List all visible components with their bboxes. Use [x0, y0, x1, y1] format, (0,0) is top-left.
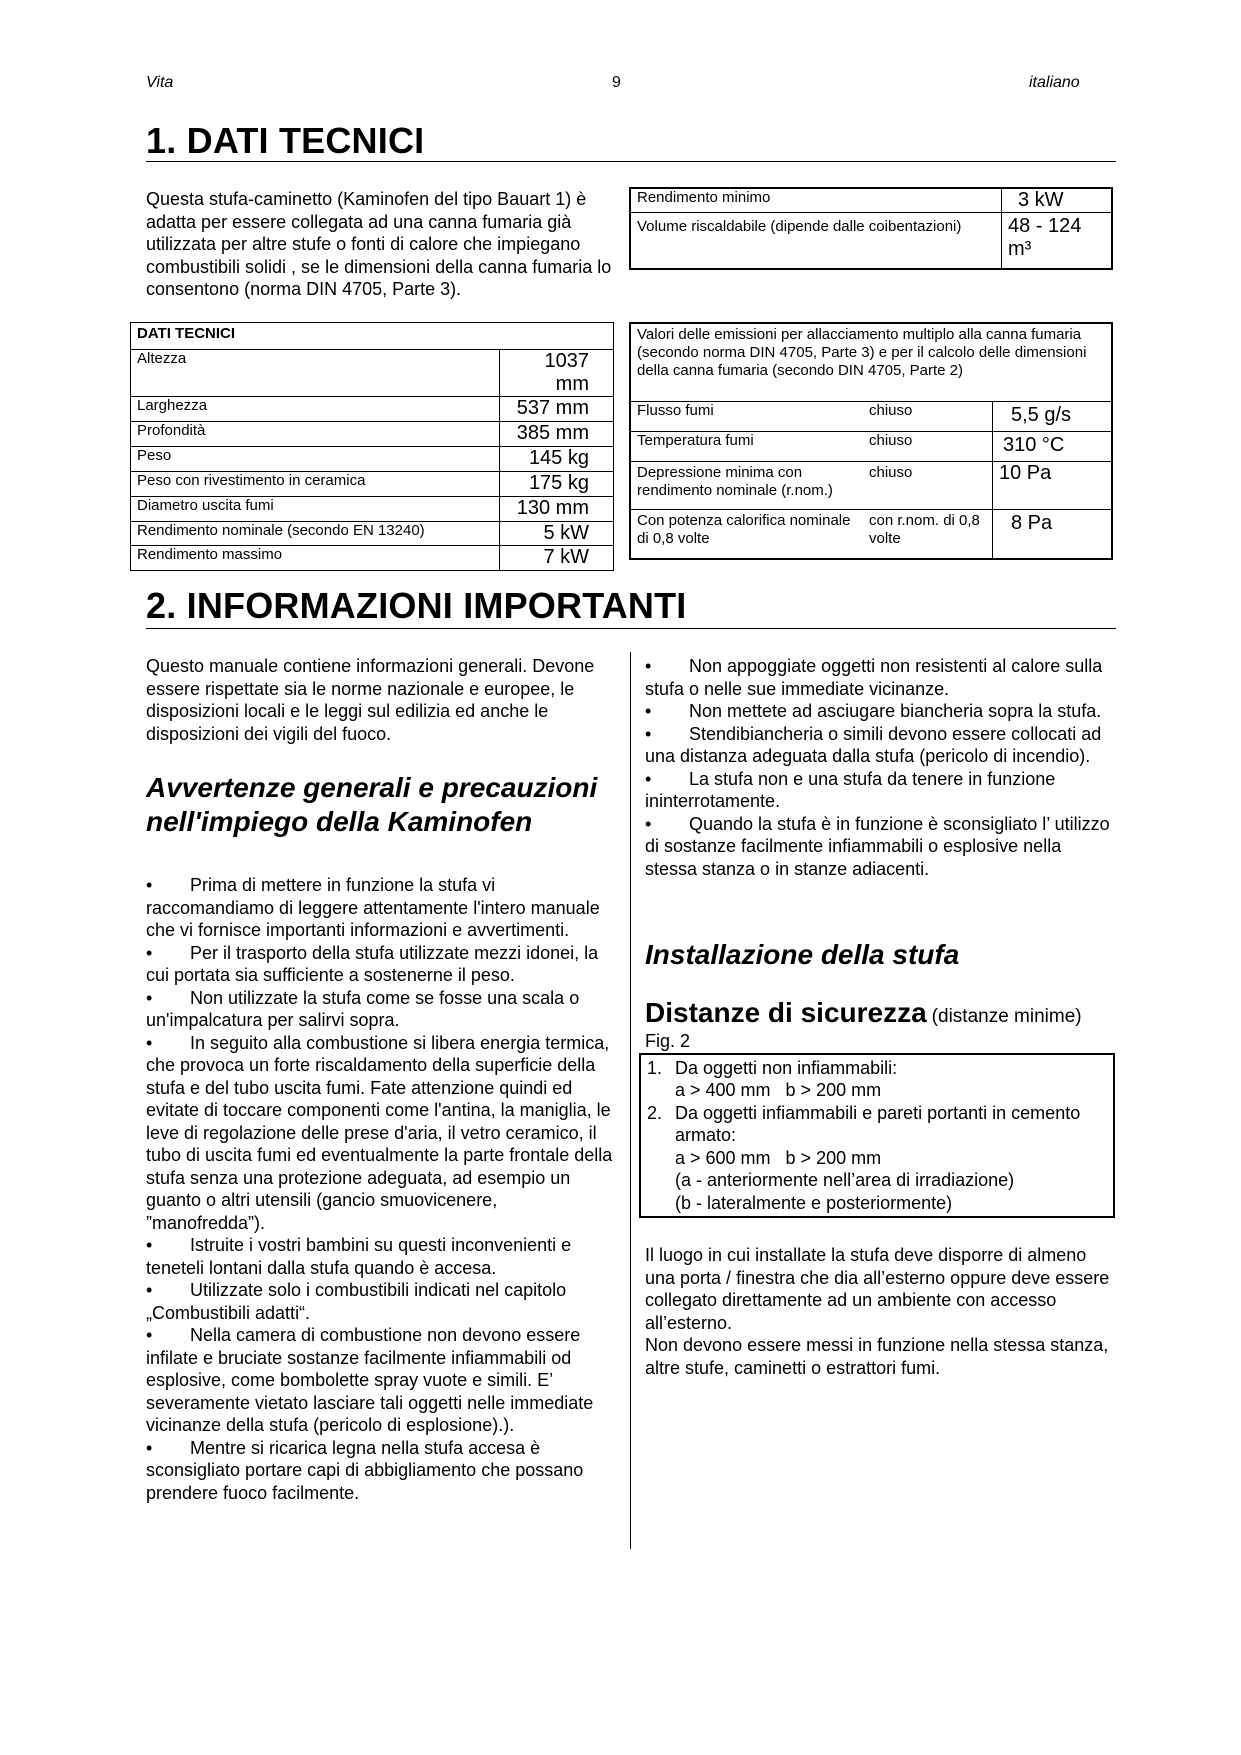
- installation-subtitle: Installazione della stufa: [645, 939, 960, 970]
- tech-row: [131, 472, 614, 497]
- section-2-title: 2. INFORMAZIONI IMPORTANTI: [146, 585, 687, 626]
- bullet-text: Non appoggiate oggetti non resistenti al calore sulla stufa o nelle sue immediate vicinanze.: [645, 656, 1103, 699]
- tech-row-value: 175 kg: [500, 472, 614, 497]
- distance-title: Da oggetti infiammabili e pareti portanti in cemento armato:: [675, 1102, 1081, 1145]
- bullet-icon: •: [645, 768, 652, 789]
- bullet-text: Nella camera di combustione non devono essere infilate e bruciate sostanze facilmente infiammabili od esplosive, come bombolette spray vuote e simili. E’ severamente vietato lasciare tali oggetti nelle immediate vicinanze della stufa (pericolo di esplosione).).: [146, 1325, 594, 1435]
- bullet-item: [645, 813, 1115, 881]
- tech-table-title: DATI TECNICI: [131, 323, 614, 350]
- closing-paragraph-2: Non devono essere messi in funzione nella stessa stanza, altre stufe, caminetti o estrattori fumi.: [645, 1335, 1109, 1378]
- distances-box: [639, 1053, 1115, 1219]
- bullet-item: [645, 768, 1115, 813]
- min-output-value: 3 kW: [1002, 188, 1113, 213]
- bullet-icon: •: [146, 1235, 153, 1255]
- tech-row-value: 1037 mm: [500, 350, 614, 397]
- distance-item: [647, 1057, 1107, 1102]
- tech-data-table: [130, 322, 614, 571]
- section-1-title: 1. DATI TECNICI: [146, 120, 425, 161]
- tech-row: [131, 447, 614, 472]
- bullet-item: [146, 1032, 616, 1235]
- bullet-item: [645, 700, 1115, 723]
- tech-row-label: Diametro uscita fumi: [131, 497, 500, 522]
- emission-row-label: Depressione minima con rendimento nominale (r.nom.): [630, 461, 863, 509]
- bullet-text: Non mettete ad asciugare biancheria sopra la stufa.: [689, 701, 1102, 721]
- tech-row: [131, 497, 614, 522]
- tech-row-label: Rendimento massimo: [131, 546, 500, 571]
- emission-row-value: 5,5 g/s: [993, 401, 1113, 431]
- tech-row-label: Peso: [131, 447, 500, 472]
- section-1-intro: Questa stufa-caminetto (Kaminofen del tipo Bauart 1) è adatta per essere collegata ad una canna fumaria già utilizzata per altre stufe o fonti di calore che impiegano combustibili solidi , se le dimensioni della canna fumaria lo consentono (norma DIN 4705, Parte 3).: [146, 189, 612, 299]
- emission-row-condition: con r.nom. di 0,8 volte: [863, 509, 993, 559]
- tech-row: [131, 522, 614, 546]
- tech-row-label: Larghezza: [131, 397, 500, 422]
- tech-row-label: Profondità: [131, 422, 500, 447]
- bullet-text: In seguito alla combustione si libera energia termica, che provoca un forte riscaldamento della superficie della stufa e del tubo uscita fumi. Fate attenzione quindi ed evitate di toccare componenti come l'antina, la maniglia, le leve di regolazione delle prese d'aria, il vetro ceramico, il tubo di uscita fumi ed eventualmente la parte frontale della stufa senza una protezione adeguata, ad esempio un guanto o altri utensili (gancio smuovicenere, ”manofredda”).: [146, 1032, 613, 1233]
- bullet-icon: •: [645, 656, 652, 676]
- bullet-icon: •: [645, 813, 652, 834]
- bullet-text: Prima di mettere in funzione la stufa vi raccomandiamo di leggere attentamente l'intero manuale che vi fornisce importanti informazioni e avvertimenti.: [146, 875, 600, 940]
- tech-row: [131, 422, 614, 447]
- bullet-icon: •: [146, 1032, 153, 1053]
- bullet-item: [146, 987, 616, 1032]
- distance-line: a > 600 mm b > 200 mm: [675, 1147, 882, 1168]
- bullet-text: Mentre si ricarica legna nella stufa accesa è sconsigliato portare capi di abbigliamento che possano prendere fuoco facilmente.: [146, 1437, 584, 1503]
- heatable-volume-value: 48 - 124 m³: [1002, 213, 1113, 269]
- tech-row: [131, 397, 614, 422]
- header-document-name: Vita: [146, 74, 174, 91]
- right-column: [645, 655, 1115, 1379]
- distances-title: Distanze di sicurezza: [645, 997, 927, 1028]
- tech-row-value: 537 mm: [500, 397, 614, 422]
- distance-title: Da oggetti non infiammabili:: [675, 1057, 898, 1078]
- bullet-text: Quando la stufa è in funzione è sconsigliato l’ utilizzo di sostanze facilmente infiammabili o esplosive nella stessa stanza o in stanze adiacenti.: [645, 813, 1110, 879]
- bullet-text: Per il trasporto della stufa utilizzate mezzi idonei, la cui portata sia sufficiente a sostenerne il peso.: [146, 942, 599, 985]
- distance-line: a > 400 mm b > 200 mm: [675, 1080, 882, 1100]
- bullet-item: [645, 723, 1115, 768]
- bullet-item: [146, 1279, 616, 1324]
- precautions-list: [645, 655, 1115, 880]
- bullet-item: [146, 1437, 616, 1505]
- tech-row-value: 7 kW: [500, 546, 614, 571]
- bullet-text: Stendibiancheria o simili devono essere collocati ad una distanza adeguata dalla stufa (pericolo di incendio).: [645, 723, 1102, 766]
- warnings-list: [146, 874, 616, 1504]
- tech-row-label: Rendimento nominale (secondo EN 13240): [131, 522, 500, 546]
- emission-row-label: Temperatura fumi: [630, 431, 863, 461]
- distances-heading: [645, 996, 1115, 1034]
- tech-row-value: 145 kg: [500, 447, 614, 472]
- section-2-intro: Questo manuale contiene informazioni generali. Devone essere rispettate sia le norme nazionale e europee, le disposizioni locali e le leggi sul edilizia ed anche le disposizioni dei vigili del fuoco.: [146, 656, 595, 744]
- distance-line: (b - lateralmente e posteriormente): [675, 1192, 953, 1213]
- bullet-item: [645, 655, 1115, 700]
- heatable-volume-label: Volume riscaldabile (dipende dalle coibentazioni): [630, 213, 1002, 269]
- emission-row-value: 10 Pa: [993, 461, 1113, 509]
- output-volume-table: [629, 187, 1113, 270]
- emission-row-condition: chiuso: [863, 461, 993, 509]
- distance-number: 1.: [647, 1057, 663, 1078]
- bullet-icon: •: [146, 1437, 153, 1458]
- tech-row-value: 130 mm: [500, 497, 614, 522]
- bullet-item: [146, 874, 616, 942]
- closing-paragraph-1: Il luogo in cui installate la stufa deve disporre di almeno una porta / finestra che dia all’esterno oppure deve essere collegato direttamente ad un ambiente con accesso all’esterno.: [645, 1245, 1110, 1333]
- column-divider: [630, 652, 631, 1549]
- emission-row-label: Flusso fumi: [630, 401, 863, 431]
- header-language: italiano: [1029, 74, 1080, 91]
- bullet-text: La stufa non e una stufa da tenere in funzione ininterrotamente.: [645, 768, 1056, 811]
- emission-row-value: 310 °C: [993, 431, 1113, 461]
- tech-row-label: Peso con rivestimento in ceramica: [131, 472, 500, 497]
- header-page-number: 9: [612, 74, 621, 91]
- bullet-icon: •: [146, 875, 153, 895]
- emission-row-value: 8 Pa: [993, 509, 1113, 559]
- tech-row-value: 5 kW: [500, 522, 614, 546]
- bullet-icon: •: [146, 942, 153, 963]
- bullet-item: [146, 942, 616, 987]
- bullet-item: [146, 1324, 616, 1437]
- distance-number: 2.: [647, 1102, 663, 1123]
- bullet-icon: •: [146, 1280, 153, 1300]
- emissions-table-title: Valori delle emissioni per allacciamento multiplo alla canna fumaria (secondo norma DIN 4705, Parte 3) e per il calcolo delle dimensioni della canna fumaria (secondo DIN 4705, Parte 2): [630, 323, 1112, 401]
- distance-line: (a - anteriormente nell’area di irradiazione): [675, 1170, 1015, 1190]
- distances-note: (distanze minime): [931, 1006, 1082, 1027]
- bullet-icon: •: [645, 701, 652, 721]
- section-1-rule: [146, 161, 1116, 162]
- warnings-subtitle: Avvertenze generali e precauzioni nell'impiego della Kaminofen: [146, 772, 598, 837]
- emission-row-condition: chiuso: [863, 431, 993, 461]
- left-column: [146, 655, 616, 1504]
- distance-item: [647, 1102, 1107, 1215]
- emissions-table: [629, 322, 1113, 560]
- tech-row-value: 385 mm: [500, 422, 614, 447]
- min-output-label: Rendimento minimo: [630, 188, 1002, 213]
- bullet-icon: •: [146, 1325, 153, 1345]
- section-2-rule: [146, 628, 1116, 629]
- tech-row-label: Altezza: [131, 350, 500, 397]
- tech-row: [131, 350, 614, 397]
- bullet-text: Utilizzate solo i combustibili indicati nel capitolo „Combustibili adatti“.: [146, 1280, 567, 1323]
- bullet-item: [146, 1234, 616, 1279]
- bullet-text: Non utilizzate la stufa come se fosse una scala o un'impalcatura per salirvi sopra.: [146, 987, 580, 1030]
- bullet-icon: •: [146, 987, 153, 1008]
- figure-label: Fig. 2: [645, 1031, 691, 1051]
- emission-row-label: Con potenza calorifica nominale di 0,8 volte: [630, 509, 863, 559]
- tech-row: [131, 546, 614, 571]
- bullet-text: Istruite i vostri bambini su questi inconvenienti e teneteli lontani dalla stufa quando è accesa.: [146, 1235, 572, 1278]
- emission-row-condition: chiuso: [863, 401, 993, 431]
- bullet-icon: •: [645, 723, 652, 744]
